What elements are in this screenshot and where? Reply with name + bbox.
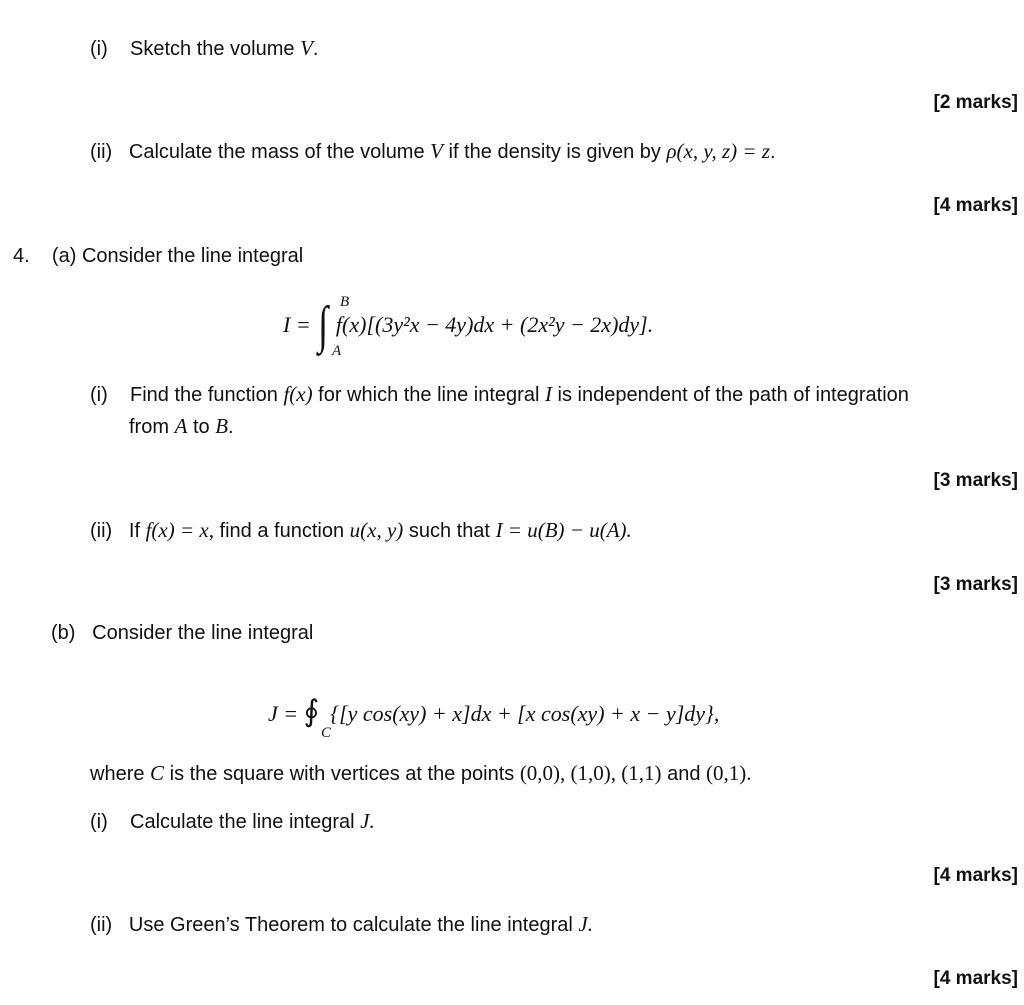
math-b: B bbox=[215, 414, 229, 438]
text: Find the function bbox=[130, 384, 278, 406]
part-text-mid: if the density is given by bbox=[448, 141, 661, 163]
part-label: (i) bbox=[90, 811, 108, 833]
part-text: Sketch the volume bbox=[130, 38, 295, 60]
part-label: (ii) bbox=[90, 141, 113, 163]
math-j: J. bbox=[578, 912, 593, 936]
text: for which the line integral bbox=[318, 384, 540, 406]
math-f: f(x) bbox=[283, 382, 313, 406]
part-text: Calculate the mass of the volume bbox=[128, 141, 425, 163]
q4a-part-i bbox=[90, 381, 909, 408]
math-cond: f(x) = x, bbox=[145, 518, 214, 542]
text: and bbox=[667, 763, 701, 785]
text: is the square with vertices at the points bbox=[169, 763, 515, 785]
math-c: C bbox=[150, 761, 165, 785]
q3-part-i bbox=[90, 35, 318, 62]
part-label: (b) bbox=[51, 622, 76, 644]
text: from bbox=[129, 416, 169, 438]
contour-lower-limit: C bbox=[321, 725, 332, 741]
marks-q3-i: [2 marks] bbox=[933, 92, 1018, 113]
text: Calculate the line integral bbox=[130, 811, 355, 833]
vertex-points: (0,0), (1,0), (1,1) bbox=[519, 761, 662, 785]
marks-q4a-i: [3 marks] bbox=[933, 470, 1018, 491]
part-label: (i) bbox=[90, 38, 108, 60]
text: Use Green’s Theorem to calculate the line integral bbox=[128, 914, 573, 936]
marks-q3-ii: [4 marks] bbox=[933, 195, 1018, 216]
eq-lhs: I = bbox=[283, 312, 311, 337]
part-label: (ii) bbox=[90, 520, 113, 542]
math-var: V bbox=[300, 36, 313, 60]
vertex-point-4: (0,1). bbox=[706, 761, 752, 785]
punct: . bbox=[312, 38, 319, 60]
q3-part-ii bbox=[90, 138, 776, 165]
math-rel: I = u(B) − u(A). bbox=[495, 518, 632, 542]
question-number: 4. bbox=[13, 245, 30, 267]
contour-integral-sign: ∮ bbox=[303, 695, 320, 728]
integral-lower-limit: A bbox=[332, 343, 342, 359]
equation-i bbox=[283, 290, 654, 354]
q4-header bbox=[13, 243, 303, 269]
marks-q4b-i: [4 marks] bbox=[933, 865, 1018, 886]
part-label: (a) bbox=[51, 245, 77, 267]
q4b-part-i bbox=[90, 808, 375, 835]
integral-sign: ∫ bbox=[318, 297, 329, 354]
text: where bbox=[90, 763, 145, 785]
q4b-where bbox=[90, 760, 752, 787]
math-var: V bbox=[430, 139, 443, 163]
part-intro: Consider the line integral bbox=[81, 245, 304, 267]
part-intro: Consider the line integral bbox=[92, 622, 314, 644]
math-i: I bbox=[544, 382, 552, 406]
integral-upper-limit: B bbox=[340, 294, 350, 310]
eq-body: {[y cos(xy) + x]dx + [x cos(xy) + x − y]dy}, bbox=[330, 701, 720, 726]
eq-body: f(x)[(3y²x − 4y)dx + (2x²y − 2x)dy]. bbox=[335, 312, 654, 337]
text: find a function bbox=[219, 520, 345, 542]
text: If bbox=[128, 520, 141, 542]
text: is independent of the path of integration bbox=[557, 384, 909, 406]
part-label: (ii) bbox=[90, 914, 113, 936]
text: such that bbox=[408, 520, 490, 542]
punct: . bbox=[228, 416, 234, 438]
q4b-header bbox=[51, 620, 313, 646]
q4a-part-ii bbox=[90, 517, 632, 544]
math-a: A bbox=[174, 414, 188, 438]
q4a-part-i-cont bbox=[129, 413, 234, 440]
math-u: u(x, y) bbox=[349, 518, 404, 542]
marks-q4b-ii: [4 marks] bbox=[933, 968, 1018, 989]
marks-q4a-ii: [3 marks] bbox=[933, 574, 1018, 595]
q4b-part-ii bbox=[90, 911, 593, 938]
eq-lhs: J = bbox=[268, 701, 299, 726]
text: to bbox=[192, 416, 210, 438]
equation-j bbox=[268, 694, 719, 729]
punct: . bbox=[770, 141, 776, 163]
density-formula: ρ(x, y, z) = z bbox=[666, 139, 771, 163]
math-j: J. bbox=[360, 809, 375, 833]
part-label: (i) bbox=[90, 384, 108, 406]
